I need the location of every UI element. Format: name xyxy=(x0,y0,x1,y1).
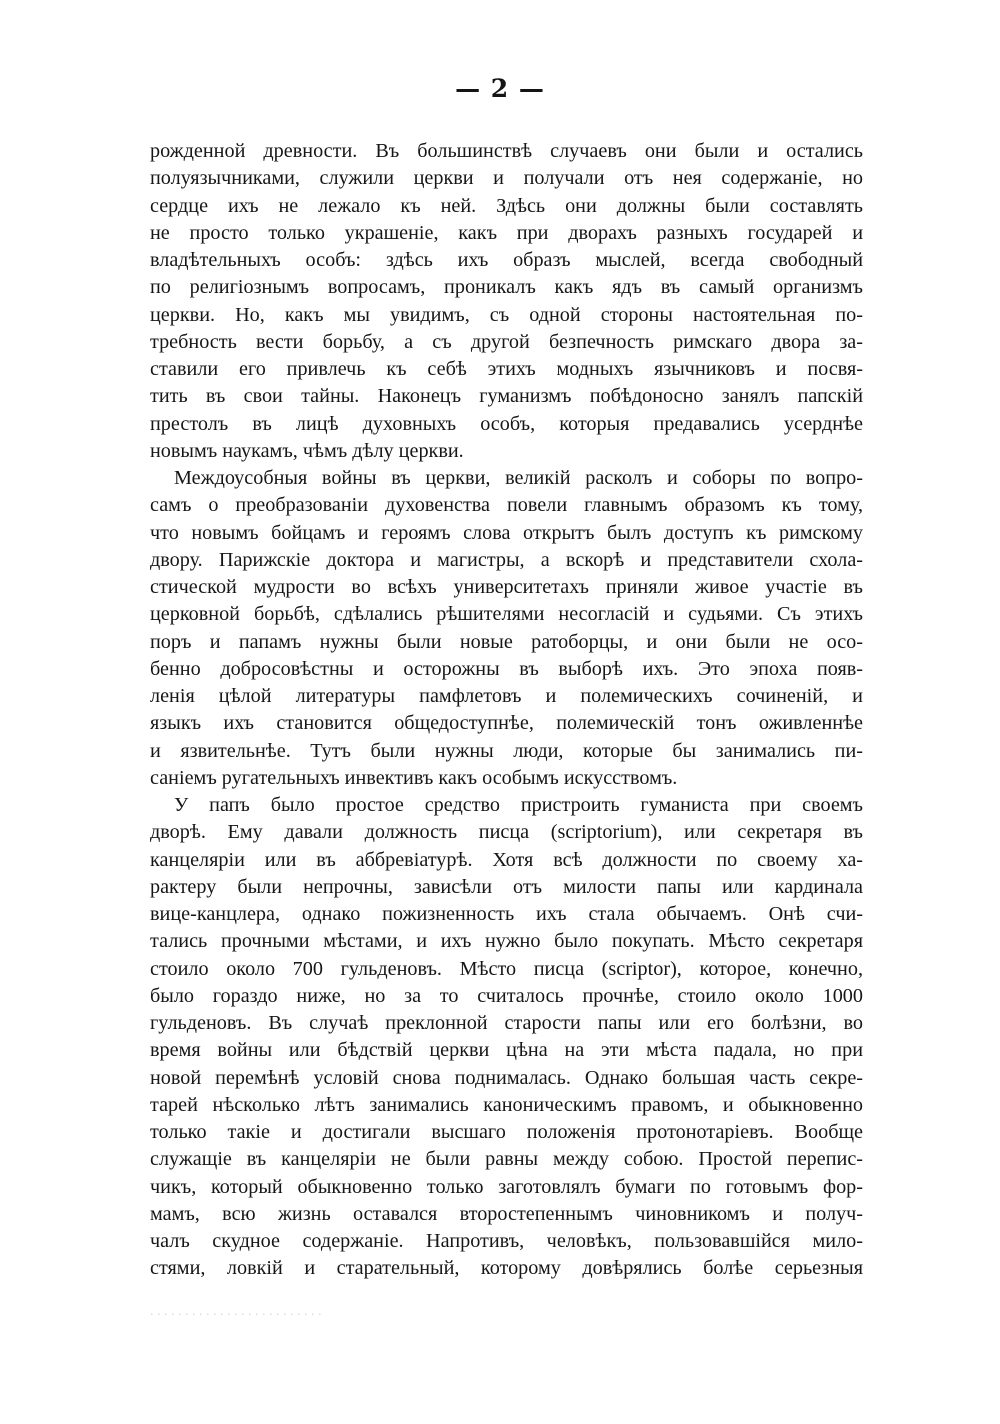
paragraph xyxy=(150,138,863,465)
bleed-through-noise: . . . . . . . . . . . . . . . . . . . . . . . . . xyxy=(150,1304,322,1319)
text-line: было гораздо ниже, но за то считалось прочнѣе, стоило около 1000 xyxy=(150,984,863,1007)
text-line: самъ о преобразованіи духовенства повели главнымъ образомъ къ тому, xyxy=(150,494,863,517)
text-line: новой перемѣнѣ условій снова поднималась. Однако большая часть секре- xyxy=(150,1066,863,1089)
text-line: что новымъ бойцамъ и героямъ слова открытъ былъ доступъ къ римскому xyxy=(150,521,863,544)
text-line: дворѣ. Ему давали должность писца (scriptorium), или секретаря въ xyxy=(150,821,863,844)
text-line: время войны или бѣдствій церкви цѣна на эти мѣста падала, но при xyxy=(150,1039,863,1062)
text-line: тались прочными мѣстами, и ихъ нужно было покупать. Мѣсто секретаря xyxy=(150,930,863,953)
text-line: канцеляріи или въ аббревіатурѣ. Хотя всѣ должности по своему ха- xyxy=(150,848,863,871)
text-line: владѣтельныхъ особъ: здѣсь ихъ образъ мыслей, всегда свободный xyxy=(150,249,863,271)
text-line: и язвительнѣе. Тутъ были нужны люди, которые бы занимались пи- xyxy=(150,739,863,762)
text-line: стической мудрости во всѣхъ университетахъ приняли живое участіе въ xyxy=(150,576,863,598)
text-line: рактеру были непрочны, зависѣли отъ милости папы или кардинала xyxy=(150,875,863,898)
text-line: бенно добросовѣстны и осторожны въ выборѣ ихъ. Это эпоха появ- xyxy=(150,657,863,680)
text-line: только такіе и достигали высшаго положенія протонотаріевъ. Вообще xyxy=(150,1121,863,1143)
text-line: тить въ свои тайны. Наконецъ гуманизмъ побѣдоносно занялъ папскій xyxy=(150,385,863,408)
text-line: новымъ наукамъ, чѣмъ дѣлу церкви. xyxy=(150,439,464,462)
paragraph xyxy=(150,465,863,792)
text-line: чалъ скудное содержаніе. Напротивъ, человѣкъ, пользовавшійся мило- xyxy=(150,1230,863,1252)
text-line: рожденной древности. Въ большинствѣ случаевъ они были и остались xyxy=(150,140,863,162)
text-line: стоило около 700 гульденовъ. Мѣсто писца (scriptor), которое, конечно, xyxy=(150,957,863,980)
text-line: церкви. Но, какъ мы увидимъ, съ одной стороны настоятельная по- xyxy=(150,303,863,326)
text-line: тарей нѣсколько лѣтъ занимались каноническимъ правомъ, и обыкновенно xyxy=(150,1093,863,1116)
text-line: требность вести борьбу, а съ другой безпечность римскаго двора за- xyxy=(150,330,863,353)
text-line: саніемъ ругательныхъ инвективъ какъ особымъ искусствомъ. xyxy=(150,766,678,789)
text-line: ставили его привлечь къ себѣ этихъ модныхъ язычниковъ и посвя- xyxy=(150,358,863,380)
text-line: сердце ихъ не лежало къ ней. Здѣсь они должны были составлять xyxy=(150,194,863,217)
text-line: стями, ловкій и старательный, которому довѣрялись болѣе серьезныя xyxy=(150,1257,863,1280)
text-line: языкъ ихъ становится общедоступнѣе, полемическій тонъ оживленнѣе xyxy=(150,712,863,735)
body-text xyxy=(150,138,863,1283)
text-line: У папъ было простое средство пристроить гуманиста при своемъ xyxy=(174,794,863,816)
text-line: престолъ въ лицѣ духовныхъ особъ, которыя предавались усерднѣе xyxy=(150,412,863,435)
text-line: чикъ, который обыкновенно только заготовлялъ бумаги по готовымъ фор- xyxy=(150,1175,863,1198)
text-line: полуязычниками, служили церкви и получали отъ нея содержаніе, но xyxy=(150,167,863,190)
text-line: по религіознымъ вопросамъ, проникалъ какъ ядъ въ самый организмъ xyxy=(150,276,863,299)
text-line: вице-канцлера, однако пожизненность ихъ стала обычаемъ. Онѣ счи- xyxy=(150,903,863,925)
text-line: Междоусобныя войны въ церкви, великій расколъ и соборы по вопро- xyxy=(174,467,863,489)
text-line: не просто только украшеніе, какъ при дворахъ разныхъ государей и xyxy=(150,221,863,244)
text-line: поръ и папамъ нужны были новые ратоборцы, и они были не осо- xyxy=(150,630,863,653)
text-line: служащіе въ канцеляріи не были равны между собою. Простой перепис- xyxy=(150,1148,863,1171)
text-line: двору. Парижскіе доктора и магистры, а вскорѣ и представители схола- xyxy=(150,548,863,571)
paragraph xyxy=(150,792,863,1283)
text-line: мамъ, всю жизнь оставался второстепеннымъ чиновникомъ и получ- xyxy=(150,1202,863,1225)
text-line: гульденовъ. Въ случаѣ преклонной старости папы или его болѣзни, во xyxy=(150,1012,863,1034)
text-line: церковной борьбѣ, сдѣлались рѣшителями несогласій и судьями. Съ этихъ xyxy=(150,603,863,626)
text-line: ленія цѣлой литературы памфлетовъ и полемическихъ сочиненій, и xyxy=(150,685,863,707)
page-number: — 2 — xyxy=(455,74,545,103)
